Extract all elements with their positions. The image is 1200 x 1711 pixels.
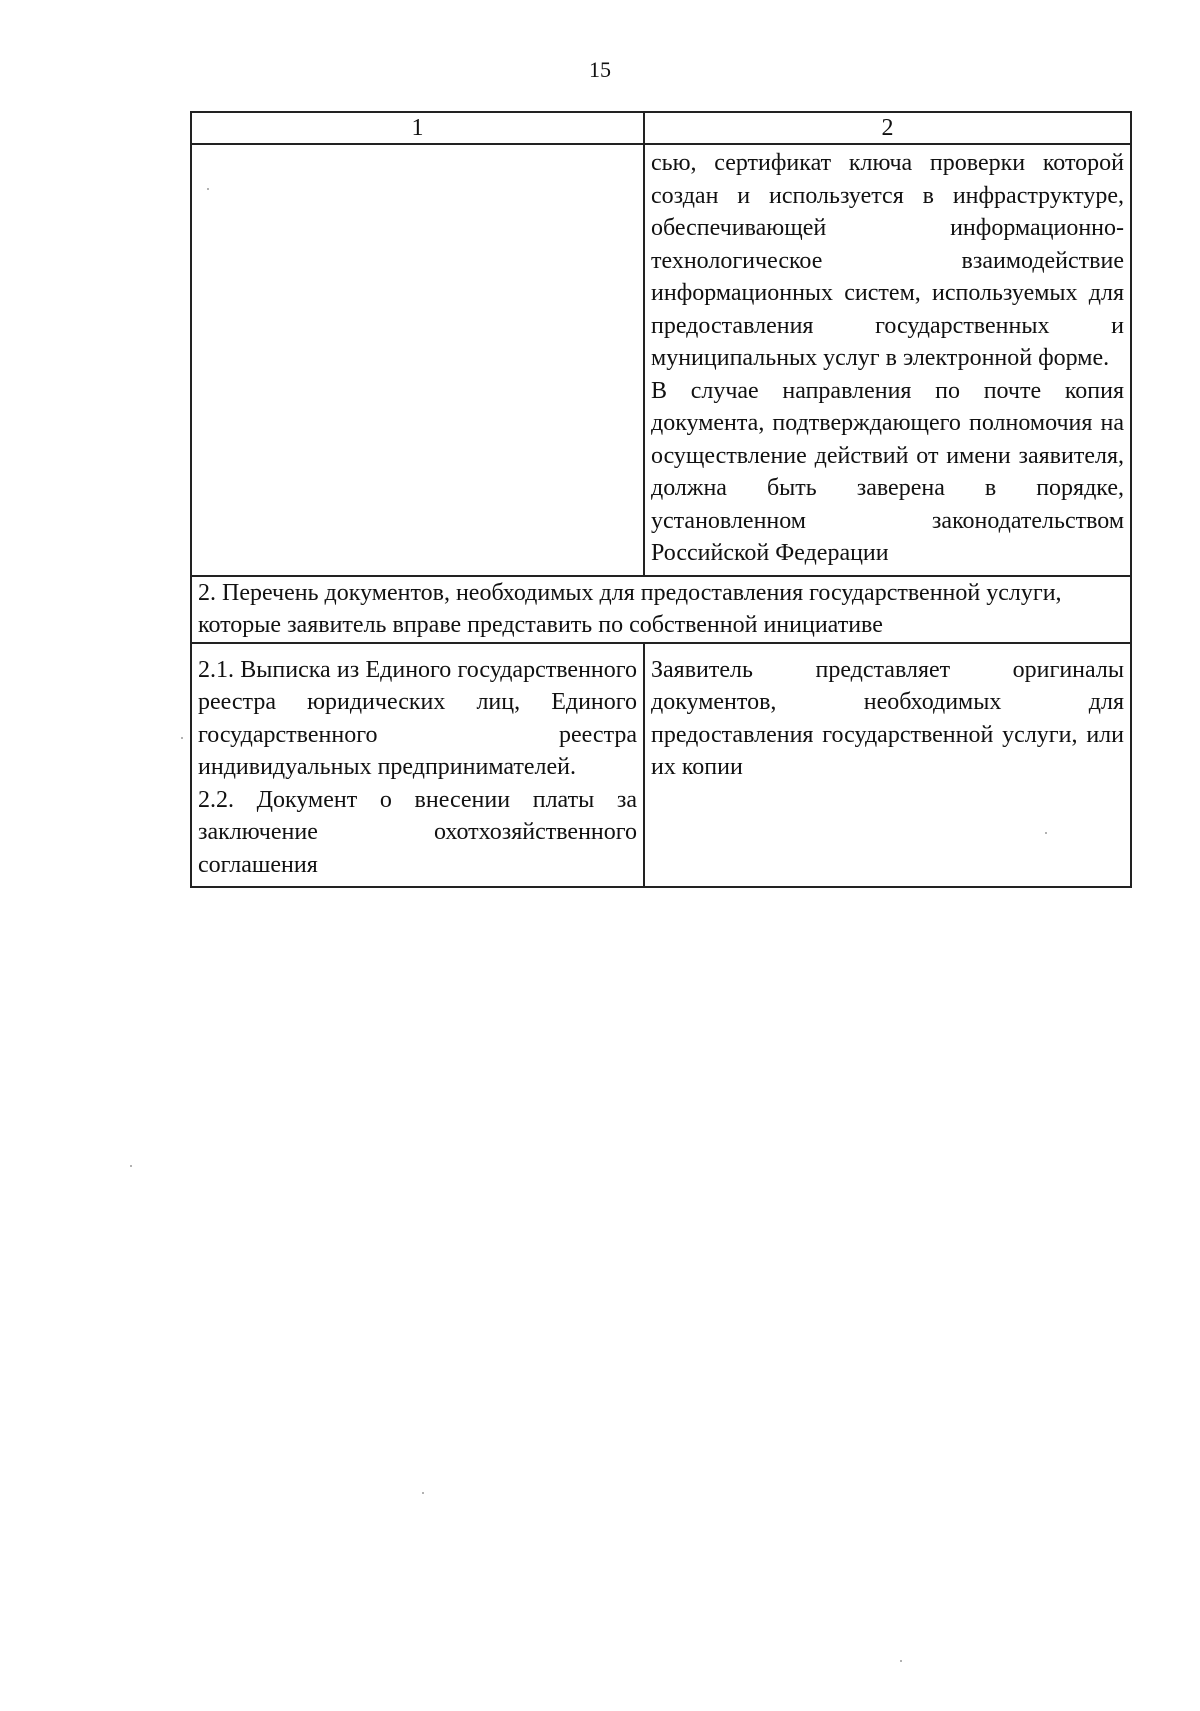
list-item-2-2: 2.2. Документ о внесении платы за заключение охотхозяйственного соглашения [198, 786, 637, 878]
section-2-title: 2. Перечень документов, необходимых для предоставления государственной услуги, которые заявитель вправе представить по собственной инициативе [191, 576, 1131, 643]
column-number-2: 2 [644, 112, 1131, 144]
scan-speck [1045, 832, 1047, 834]
scan-speck [207, 188, 209, 190]
empty-cell [191, 144, 644, 576]
document-table [190, 111, 1132, 888]
scan-speck [181, 737, 183, 739]
section-heading-row [191, 576, 1131, 643]
page-number: 15 [589, 57, 611, 82]
table-row [191, 144, 1131, 576]
postal-copy-paragraph: В случае направления по почте копия документа, подтверждающего полномочия на осуществление действий от имени заявителя, должна быть заверена в порядке, установленном законодательством Российской Федерации [651, 377, 1124, 566]
table-header-row [191, 112, 1131, 144]
documents-list-cell [191, 643, 644, 888]
originals-note-cell: Заявитель представляет оригиналы документов, необходимых для предоставления государственной услуги, или их копии [644, 643, 1131, 888]
signature-requirements-cell [644, 144, 1131, 576]
scan-speck [130, 1165, 132, 1167]
scan-speck [900, 1660, 902, 1662]
table-row [191, 643, 1131, 888]
column-number-1: 1 [191, 112, 644, 144]
scan-speck [422, 1492, 424, 1494]
list-item-2-1: 2.1. Выписка из Единого государственного реестра юридических лиц, Единого государственного реестра индивидуальных предпринимателей. [198, 656, 637, 780]
signature-paragraph: сью, сертификат ключа проверки которой создан и используется в инфраструктуре, обеспечивающей информационно-технологическое взаимодействие информационных систем, используемых для предоставления государственных и муниципальных услуг в электронной форме. [651, 150, 1124, 371]
